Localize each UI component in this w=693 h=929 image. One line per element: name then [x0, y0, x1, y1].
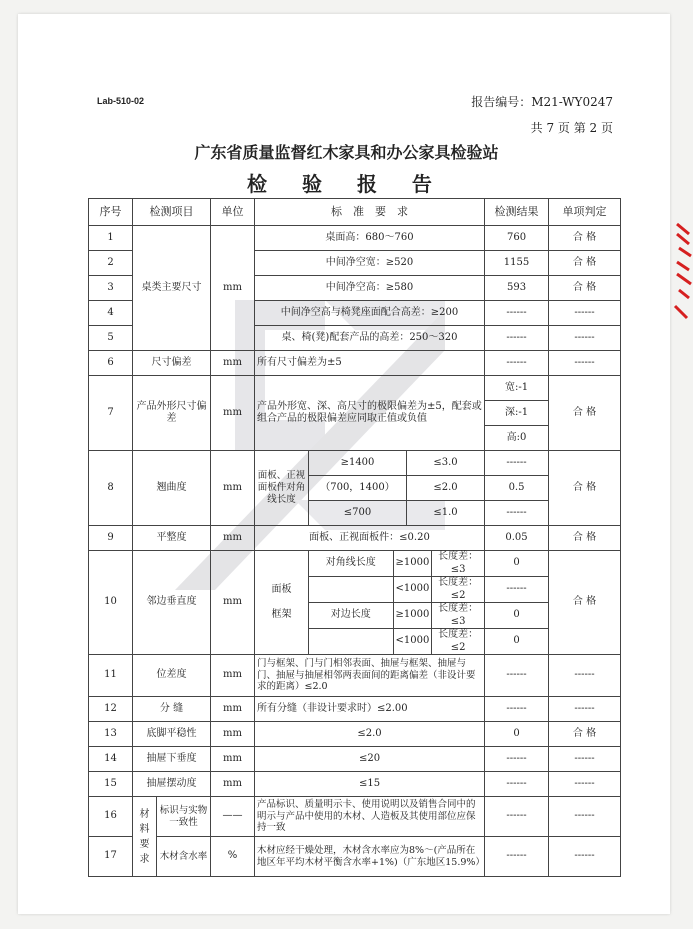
- item-name: 抽屉摆动度: [133, 772, 211, 797]
- table-row: [89, 722, 621, 747]
- result: ------: [485, 301, 549, 326]
- judgement: 合 格: [549, 226, 621, 251]
- item-name: 尺寸偏差: [133, 351, 211, 376]
- unit: mm: [211, 722, 255, 747]
- result: 0.05: [485, 526, 549, 551]
- requirement: 长度差：≤2: [438, 577, 479, 601]
- col-header: 检测结果: [485, 199, 549, 226]
- row-number: 9: [89, 526, 133, 551]
- judgement: 合 格: [549, 276, 621, 301]
- unit: mm: [211, 451, 255, 526]
- requirement: 长度差：≤2: [438, 629, 479, 653]
- result: 宽:-1: [485, 376, 549, 401]
- requirement: 木材应经干燥处理，木材含水率应为8%～(产品所在地区年平均木材平衡含水率+1%)（广东地区15.9%）: [255, 837, 485, 877]
- row-number: 17: [89, 837, 133, 877]
- result: ------: [485, 501, 549, 526]
- table-row: [89, 697, 621, 722]
- split-cell: [309, 577, 485, 603]
- item-name: 平整度: [133, 526, 211, 551]
- requirement: ≤20: [255, 747, 485, 772]
- result: 0: [485, 722, 549, 747]
- unit: %: [211, 837, 255, 877]
- judgement: 合 格: [549, 526, 621, 551]
- row-number: 3: [89, 276, 133, 301]
- col-header: 检测项目: [133, 199, 211, 226]
- row-number: 4: [89, 301, 133, 326]
- requirement: 产品标识、质量明示卡、使用说明以及销售合同中的明示与产品中使用的木材、人造板及其使用部位应保持一致: [255, 797, 485, 837]
- item-name: 分 缝: [133, 697, 211, 722]
- row-number: 12: [89, 697, 133, 722]
- judgement: ------: [549, 797, 621, 837]
- unit: mm: [211, 376, 255, 451]
- judgement: 合 格: [549, 451, 621, 526]
- group-label: 材料要求: [133, 797, 157, 877]
- inspection-table: [88, 198, 621, 877]
- requirement: 产品外形宽、深、高尺寸的极限偏差为±5，配套或组合产品的极限偏差应同取正值或负值: [255, 376, 485, 451]
- result: 0: [485, 551, 549, 577]
- row-number: 8: [89, 451, 133, 526]
- table-row: [89, 451, 621, 476]
- result: 760: [485, 226, 549, 251]
- judgement: 合 格: [549, 376, 621, 451]
- col-header: 单位: [211, 199, 255, 226]
- item-name: 木材含水率: [157, 837, 211, 877]
- judgement: ------: [549, 772, 621, 797]
- result: 0.5: [485, 476, 549, 501]
- requirement: 长度差：≤3: [438, 551, 479, 575]
- split-cell: [309, 603, 485, 629]
- row-number: 1: [89, 226, 133, 251]
- report-title: 检 验 报 告: [247, 172, 446, 196]
- table-row: [89, 551, 621, 577]
- result: ------: [485, 451, 549, 476]
- requirement: ≤2.0: [255, 722, 485, 747]
- row-number: 6: [89, 351, 133, 376]
- table-row: [89, 526, 621, 551]
- item-name: 抽屉下垂度: [133, 747, 211, 772]
- judgement: ------: [549, 747, 621, 772]
- result: ------: [485, 747, 549, 772]
- item-name: 桌类主要尺寸: [133, 226, 211, 351]
- row-number: 10: [89, 551, 133, 655]
- group-label: 对角线长度: [309, 551, 393, 576]
- result: ------: [485, 351, 549, 376]
- unit: mm: [211, 655, 255, 697]
- table-row: [89, 837, 621, 877]
- result: 深:-1: [485, 401, 549, 426]
- lab-code: Lab-510-02: [97, 96, 145, 106]
- requirement: 门与框架、门与门相邻表面、抽屉与框架、抽屉与门、抽屉与抽屉相邻两表面间的距离偏差（非设计要求的距离）≤2.0: [255, 655, 485, 697]
- sub-item-panel: 面板: [271, 583, 292, 595]
- result: ------: [485, 326, 549, 351]
- row-number: 2: [89, 251, 133, 276]
- result: ------: [485, 837, 549, 877]
- item-name: 底脚平稳性: [133, 722, 211, 747]
- table-row: [89, 226, 621, 251]
- row-number: 16: [89, 797, 133, 837]
- red-seal-stamp: [673, 222, 693, 322]
- item-name: 标识与实物一致性: [157, 797, 211, 837]
- group-label: 对边长度: [309, 603, 393, 628]
- unit: mm: [211, 226, 255, 351]
- requirement: 长度差：≤3: [438, 603, 479, 627]
- condition: ≤700: [309, 501, 407, 526]
- table-row: [89, 655, 621, 697]
- sub-item-frame: 框架: [271, 608, 292, 620]
- row-number: 5: [89, 326, 133, 351]
- item-name: 邻边垂直度: [133, 551, 211, 655]
- requirement: 桌、椅(凳)配套产品的高差：250～320: [255, 326, 485, 351]
- organization-name: 广东省质量监督红木家具和办公家具检验站: [194, 143, 499, 162]
- group-label: [309, 629, 393, 654]
- condition: ≥1000: [393, 551, 432, 576]
- judgement: ------: [549, 326, 621, 351]
- row-number: 11: [89, 655, 133, 697]
- col-header: 单项判定: [549, 199, 621, 226]
- condition: ≥1000: [393, 603, 432, 628]
- group-label: [309, 577, 393, 602]
- judgement: ------: [549, 837, 621, 877]
- result: 1155: [485, 251, 549, 276]
- item-name: 产品外形尺寸偏差: [133, 376, 211, 451]
- requirement: ≤3.0: [407, 451, 485, 476]
- judgement: ------: [549, 655, 621, 697]
- condition: （700，1400）: [309, 476, 407, 501]
- unit: mm: [211, 551, 255, 655]
- judgement: ------: [549, 697, 621, 722]
- requirement: 所有分缝（非设计要求时）≤2.00: [255, 697, 485, 722]
- unit: mm: [211, 747, 255, 772]
- col-header: 序号: [89, 199, 133, 226]
- result: 高:0: [485, 426, 549, 451]
- report-number: 报告编号：M21-WY0247: [471, 95, 613, 109]
- judgement: 合 格: [549, 551, 621, 655]
- row-number: 7: [89, 376, 133, 451]
- col-header: 标 准 要 求: [255, 199, 485, 226]
- judgement: ------: [549, 301, 621, 326]
- row-number: 13: [89, 722, 133, 747]
- requirement: 桌面高：680～760: [255, 226, 485, 251]
- table-header: [89, 199, 621, 226]
- condition: ≥1400: [309, 451, 407, 476]
- result: ------: [485, 655, 549, 697]
- result: ------: [485, 697, 549, 722]
- result: ------: [485, 577, 549, 603]
- table-row: [89, 376, 621, 401]
- result: 593: [485, 276, 549, 301]
- requirement: 中间净空高与椅凳座面配合高差：≥200: [255, 301, 485, 326]
- judgement: 合 格: [549, 722, 621, 747]
- unit: mm: [211, 351, 255, 376]
- requirement: 所有尺寸偏差为±5: [255, 351, 485, 376]
- row-number: 15: [89, 772, 133, 797]
- condition: <1000: [393, 629, 432, 654]
- requirement: 面板、正视面板件：≤0.20: [255, 526, 485, 551]
- page-info: 共 7 页 第 2 页: [530, 121, 613, 135]
- split-cell: [309, 629, 485, 655]
- requirement: 中间净空宽：≥520: [255, 251, 485, 276]
- result: 0: [485, 603, 549, 629]
- item-name: 翘曲度: [133, 451, 211, 526]
- sub-item: [255, 551, 309, 655]
- result: ------: [485, 797, 549, 837]
- requirement: ≤2.0: [407, 476, 485, 501]
- item-name: 位差度: [133, 655, 211, 697]
- table-row: [89, 351, 621, 376]
- result: ------: [485, 772, 549, 797]
- unit: mm: [211, 526, 255, 551]
- table-row: [89, 772, 621, 797]
- condition: <1000: [393, 577, 432, 602]
- table-row: [89, 797, 621, 837]
- row-number: 14: [89, 747, 133, 772]
- requirement: ≤15: [255, 772, 485, 797]
- unit: ——: [211, 797, 255, 837]
- table-row: [89, 747, 621, 772]
- split-cell: [309, 551, 485, 577]
- result: 0: [485, 629, 549, 655]
- sub-item: 面板、正视面板件对角线长度: [255, 451, 309, 526]
- judgement: ------: [549, 351, 621, 376]
- unit: mm: [211, 697, 255, 722]
- requirement: ≤1.0: [407, 501, 485, 526]
- requirement: 中间净空高：≥580: [255, 276, 485, 301]
- judgement: 合 格: [549, 251, 621, 276]
- unit: mm: [211, 772, 255, 797]
